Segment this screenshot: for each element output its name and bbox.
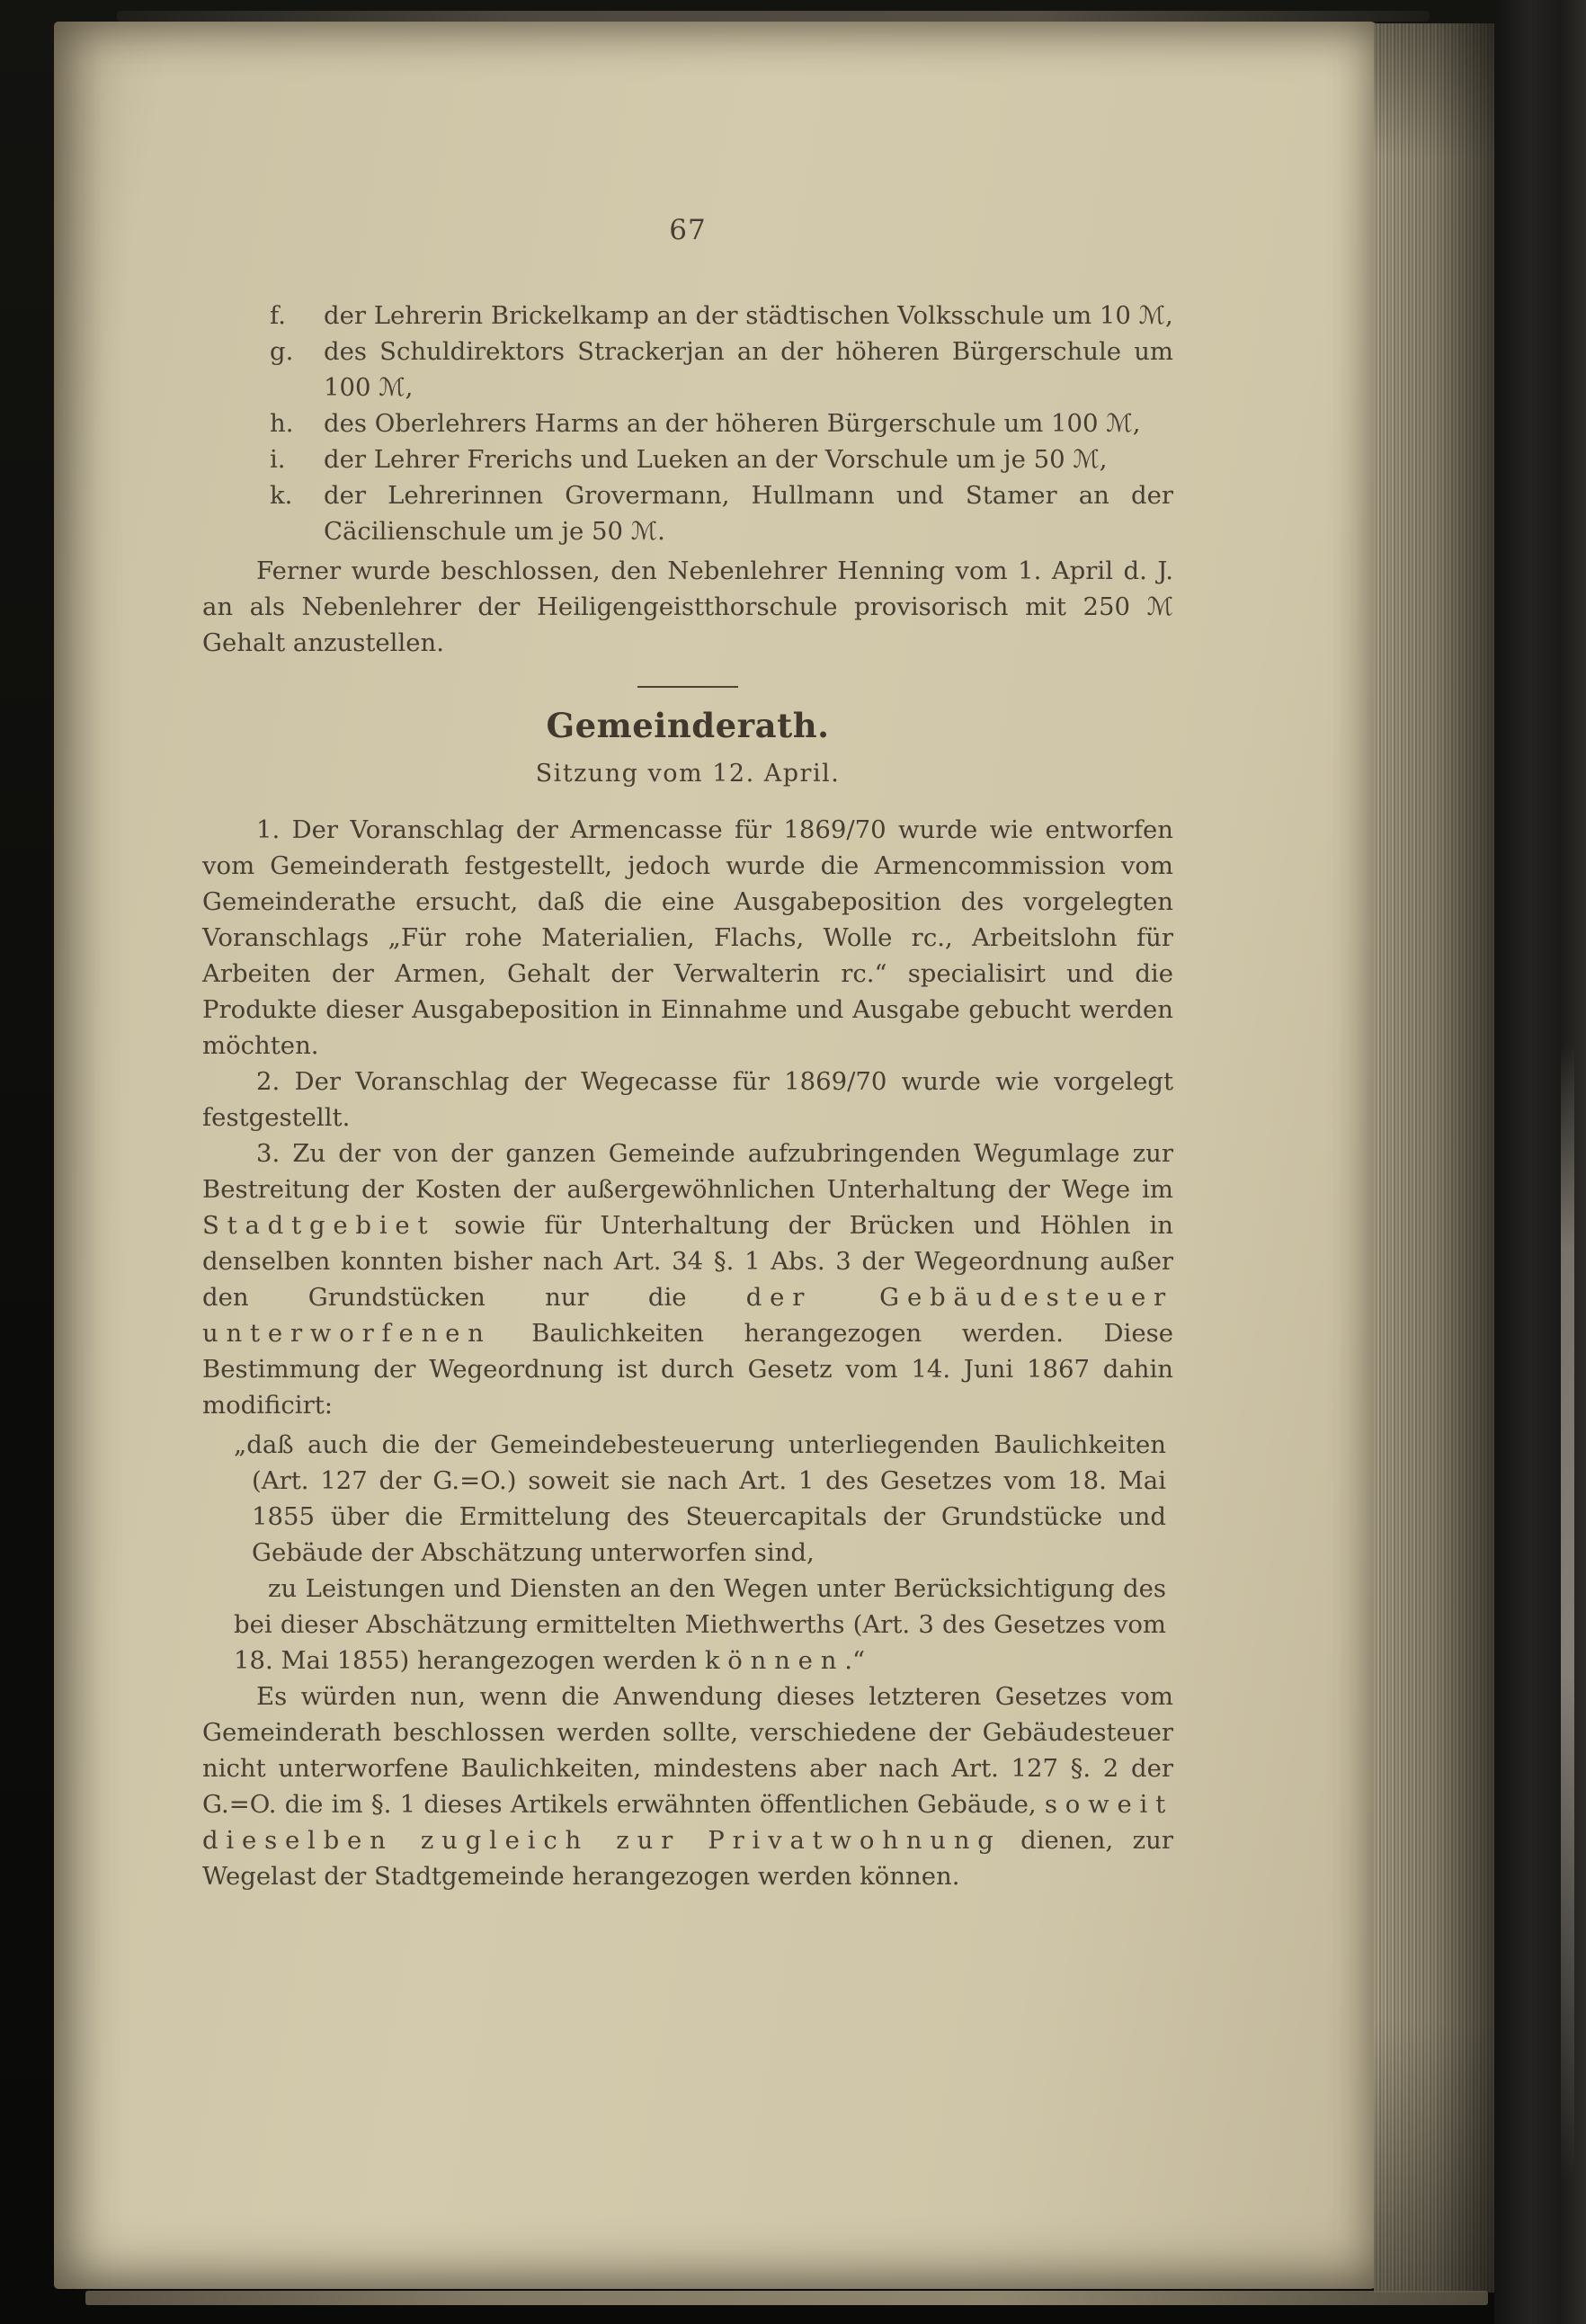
list-item bbox=[202, 441, 1173, 477]
list-item bbox=[202, 477, 1173, 549]
page-top-edge bbox=[117, 11, 1430, 22]
salary-increase-list bbox=[202, 298, 1173, 549]
council-paragraph-3: 3. Zu der von der ganzen Gemeinde aufzubringenden Wegumlage zur Bestreitung der Kosten der außergewöhnlichen Unterhaltung der Wege im Stadtgebiet sowie für Unterhaltung der Brücken und Höhlen in denselben konnten bisher nach Art. 34 §. 1 Abs. 3 der Wegeordnung außer den Grundstücken nur die der Gebäudesteuer unterworfenen Baulichkeiten herangezogen werden. Diese Bestimmung der Wegeordnung ist durch Gesetz vom 14. Juni 1867 dahin modificirt: bbox=[202, 1139, 1173, 1420]
cover-edge-highlight bbox=[1561, 1043, 1574, 2185]
list-item-text: des Oberlehrers Harms an der höheren Bürgerschule um 100 ℳ, bbox=[324, 409, 1141, 438]
list-item-label: k. bbox=[270, 481, 293, 510]
law-quote-paragraph-1: „daß auch die der Gemeindebesteuerung unterliegenden Baulichkeiten (Art. 127 der G.=O.) soweit sie nach Art. 1 des Gesetzes vom 18. Mai 1855 über die Ermittelung des Steuercapitals der Grundstücke und Gebäude der Abschätzung unterworfen sind, bbox=[234, 1430, 1166, 1567]
council-paragraph-1: 1. Der Voranschlag der Armencasse für 1869/70 wurde wie entworfen vom Gemeinderath festgestellt, jedoch wurde die Armencommission vom Gemeinderathe ersucht, daß die eine Ausgabeposition des vorgelegten Voranschlags „Für rohe Materialien, Flachs, Wolle rc., Arbeitslohn für Arbeiten der Armen, Gehalt der Verwalterin rc.“ specialisirt und die Produkte dieser Ausgabeposition in Einnahme und Ausgabe gebucht werden möchten. bbox=[202, 815, 1173, 1060]
section-divider bbox=[637, 686, 738, 688]
council-paragraph-4: Es würden nun, wenn die Anwendung dieses letzteren Gesetzes vom Gemeinderath beschlossen werden sollte, verschiedene der Gebäudesteuer nicht unterworfene Baulichkeiten, mindestens aber nach Art. 127 §. 2 der G.=O. die im §. 1 dieses Artikels erwähnten öffentlichen Gebäude, soweit dieselben zugleich zur Privatwohnung dienen, zur Wegelast der Stadtgemeinde herangezogen werden können. bbox=[202, 1682, 1173, 1891]
list-item-text: der Lehrerinnen Grovermann, Hullmann und Stamer an der Cäcilienschule um je 50 ℳ. bbox=[324, 481, 1173, 546]
book-page bbox=[54, 22, 1380, 2289]
list-item-text: der Lehrerin Brickelkamp an der städtischen Volksschule um 10 ℳ, bbox=[324, 301, 1173, 330]
list-item bbox=[202, 405, 1173, 441]
list-item-label: i. bbox=[270, 445, 286, 474]
law-quote-paragraph-2: zu Leistungen und Diensten an den Wegen unter Berücksichtigung des bei dieser Abschätzung ermittelten Miethwerths (Art. 3 des Gesetzes vom 18. Mai 1855) herangezogen werden können.“ bbox=[234, 1574, 1166, 1675]
page-number: 67 bbox=[669, 214, 707, 246]
list-item bbox=[202, 298, 1173, 334]
council-paragraph-2: 2. Der Voranschlag der Wegecasse für 1869/70 wurde wie vorgelegt festgestellt. bbox=[202, 1067, 1173, 1132]
page-text-block bbox=[202, 212, 1173, 1894]
list-item-text: der Lehrer Frerichs und Lueken an der Vorschule um je 50 ℳ, bbox=[324, 445, 1108, 474]
page-edge-stack bbox=[1374, 23, 1509, 2293]
list-item-label: f. bbox=[270, 301, 286, 330]
list-item-label: g. bbox=[270, 337, 294, 366]
list-item-label: h. bbox=[270, 409, 294, 438]
henning-resolution-paragraph: Ferner wurde beschlossen, den Nebenlehrer Henning vom 1. April d. J. an als Nebenlehrer der Heiligengeistthorschule provisorisch mit 250 ℳ Gehalt anzustellen. bbox=[202, 557, 1173, 657]
session-date-subheading: Sitzung vom 12. April. bbox=[535, 760, 841, 788]
section-heading: Gemeinderath. bbox=[546, 706, 830, 745]
page-bottom-edge bbox=[85, 2291, 1488, 2305]
list-item bbox=[202, 334, 1173, 405]
list-item-text: des Schuldirektors Strackerjan an der höheren Bürgerschule um 100 ℳ, bbox=[324, 337, 1173, 402]
